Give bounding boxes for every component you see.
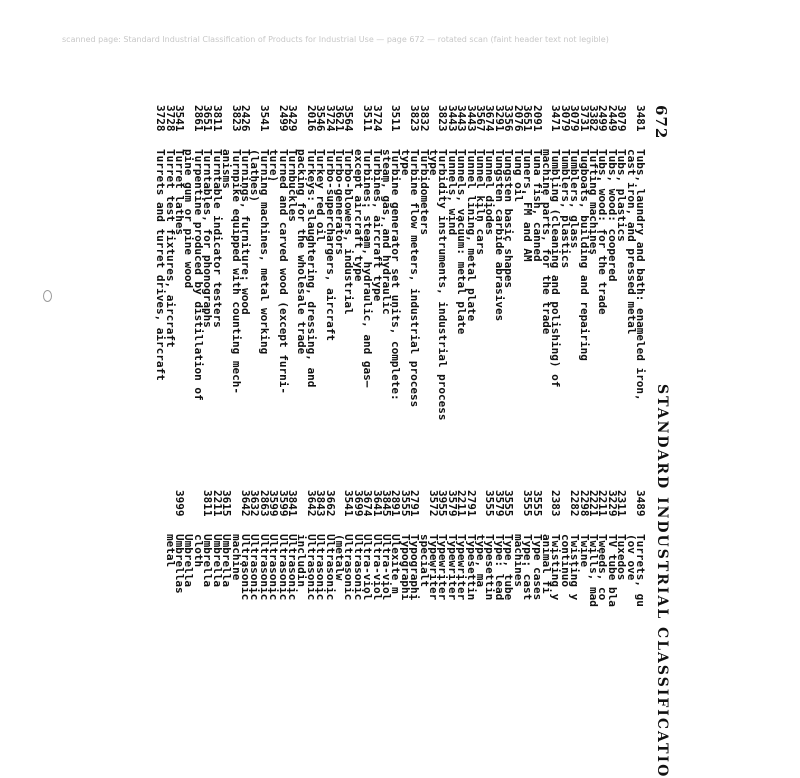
product-description: Tubs, plastics — [615, 149, 629, 242]
sic-code: 2211 — [455, 490, 469, 517]
product-description: Umbrella — [182, 534, 196, 587]
product-description: Ultrasonic — [351, 534, 365, 601]
sic-code: 3621 — [333, 105, 346, 132]
sic-code — [165, 490, 174, 534]
product-description: Tumbling (cleaning and polishing) of — [549, 149, 563, 388]
page-heading: STANDARD INDUSTRIAL CLASSIFICATIO — [654, 384, 670, 778]
index-entry — [154, 105, 168, 575]
product-description: Tunnels, wind — [445, 149, 459, 236]
product-description: Turret lathes — [173, 149, 187, 236]
product-description: Tuxedos — [615, 534, 629, 581]
sic-code: 3811 — [210, 105, 224, 132]
product-description: (metalw — [333, 534, 346, 581]
sic-code: 3731 — [577, 105, 591, 132]
sic-code: 3841 — [285, 490, 299, 517]
sic-code: 3651 — [201, 105, 215, 132]
sic-code: 3489 — [634, 490, 647, 517]
product-description: Turrets, gu — [634, 534, 647, 607]
sic-code: 2298 — [577, 490, 591, 517]
sic-code: 3642 — [238, 490, 252, 517]
product-description: Turbo-generators — [333, 149, 346, 255]
product-description: Tumblers, plastics — [558, 149, 572, 269]
sic-code: 2863 — [257, 490, 271, 517]
product-description: Ultrasonic — [257, 534, 271, 601]
sic-code: 3579 — [445, 490, 459, 517]
product-description: Tweeds, co — [596, 534, 610, 601]
sic-code: 2499 — [276, 105, 290, 132]
product-description: Tung oil — [511, 149, 525, 202]
product-description: Turbine flow meters, industrial process — [408, 149, 422, 408]
product-description: continuo — [558, 534, 572, 587]
product-description: Turbines, aircraft type — [370, 149, 384, 302]
sic-code: 2891 — [389, 490, 403, 517]
sic-code: 3511 — [389, 105, 403, 132]
sic-code: 3728 — [154, 105, 168, 132]
sic-code: 3079 — [615, 105, 629, 132]
sic-code: 2211 — [596, 490, 610, 517]
product-description: Tungsten carbide abrasives — [492, 149, 506, 322]
product-description: Turret test fixtures, aircraft — [163, 149, 177, 348]
product-description: Type cases — [530, 534, 544, 601]
product-description: pine gum or pine wood — [182, 149, 196, 289]
sic-code: 3599 — [276, 490, 290, 517]
sic-code: 3443 — [455, 105, 469, 132]
product-description: Turnings, furniture: wood — [238, 149, 252, 315]
product-description: Twine — [577, 534, 591, 568]
sic-code: 3443 — [464, 105, 478, 132]
product-description: metal — [163, 534, 177, 568]
sic-code: 2221 — [586, 490, 600, 517]
sic-code: 2311 — [615, 490, 629, 517]
sic-code: 3481 — [634, 105, 647, 132]
sic-code: 3229 — [605, 490, 619, 517]
product-description: Twisting y — [568, 534, 582, 601]
product-description: Type, tube — [502, 534, 516, 601]
product-description: Typographi — [398, 534, 412, 601]
sic-code: 2076 — [511, 105, 525, 132]
sic-code: 3674 — [361, 490, 375, 517]
product-description: Tungsten basic shapes — [502, 149, 516, 289]
product-description: Ultrasonic — [267, 534, 281, 601]
sic-code: 3674 — [483, 105, 497, 132]
scan-source-text: scanned page: Standard Industrial Classification of Products for Industrial Use — page 672 — rotated scan (faint header text not legible) — [62, 35, 609, 44]
product-description: Typewriter — [436, 534, 450, 601]
sic-code: 2449 — [605, 105, 619, 132]
sic-code: 3728 — [163, 105, 177, 132]
product-description: specialt — [417, 534, 431, 587]
product-description: (ov ove — [624, 534, 638, 581]
product-description: Umbrella — [210, 534, 224, 587]
product-description: Tubs, wood: coopered — [605, 149, 619, 282]
product-description: Typographi — [408, 534, 422, 601]
sic-code: 3555 — [521, 490, 535, 517]
product-description: Typewriter — [427, 534, 441, 601]
sic-code: 2282 — [568, 490, 582, 517]
product-description: Ultra-viol — [380, 534, 394, 601]
sic-code: 2499 — [596, 105, 610, 132]
product-description: Turbines: steam, hydraulic, and gas— — [361, 149, 375, 388]
product-description: Turnbuckles — [285, 149, 299, 222]
product-description: Tubs, laundry and bath: enameled iron, — [634, 149, 647, 401]
index-entry — [163, 490, 177, 620]
product-description: animal fi — [539, 534, 553, 594]
sic-code: 3823 — [229, 105, 243, 132]
product-description: cast iron, and pressed metal — [624, 149, 638, 335]
sic-code: 2861 — [191, 105, 205, 132]
product-description: Ultrasonic — [248, 534, 262, 601]
product-description: Tumblers, glass — [568, 149, 582, 249]
product-description: machines — [511, 534, 525, 587]
sic-code: 3567 — [474, 105, 488, 132]
page-number: 672 — [652, 105, 670, 140]
sic-code: 3651 — [521, 105, 535, 132]
sic-code: 2426 — [238, 105, 252, 132]
sic-code: 3555 — [530, 490, 544, 517]
product-description: Turbidometers — [417, 149, 431, 236]
product-description: Tufting machines — [586, 149, 600, 255]
sic-code: 3955 — [436, 490, 450, 517]
index-column-right — [165, 490, 645, 620]
sic-code: 3471 — [549, 105, 563, 132]
product-description: Turning machines, metal working — [257, 149, 271, 355]
sic-code: 3443 — [445, 105, 459, 132]
product-description: Twisting y — [549, 534, 563, 601]
product-description: Turbo-superchargers, aircraft — [323, 149, 337, 342]
sic-code: 3429 — [285, 105, 299, 132]
sic-code — [194, 490, 203, 534]
product-description: includin — [295, 534, 309, 587]
sic-code: 3079 — [558, 105, 572, 132]
product-description: Tunnel lining, metal plate — [464, 149, 478, 322]
sic-code: 2211 — [210, 490, 224, 517]
product-description: Turkey red oil — [314, 149, 328, 242]
product-description: Tuners, FM and AM — [521, 149, 535, 262]
sic-code: 3811 — [201, 490, 215, 517]
sic-code: 3699 — [351, 490, 365, 517]
product-description: (lathes) — [248, 149, 262, 202]
sic-code: 3642 — [304, 490, 318, 517]
product-description: Typesettin — [483, 534, 497, 601]
sic-code: 3564 — [342, 105, 356, 132]
product-description: Tunnels, vacuum: metal plate — [455, 149, 469, 335]
sic-code: 3599 — [267, 490, 281, 517]
product-description: Turbidity instruments, industrial process — [436, 149, 450, 421]
sic-code: 3555 — [502, 490, 516, 517]
product-description: Twills, mad — [586, 534, 600, 607]
product-description: Turntable indicator testers — [210, 149, 224, 328]
product-description: except aircraft type — [351, 149, 365, 282]
product-description: Typewriter — [445, 534, 459, 601]
product-description: Ultrasonic — [285, 534, 299, 601]
product-description: Ulexite m — [389, 534, 403, 594]
sic-code: 2091 — [530, 105, 544, 132]
product-description: Turbine generator set units, complete: — [389, 149, 403, 401]
product-description: Tuna fish, canned — [530, 149, 544, 262]
product-description: Turned and carved wood (except furni- — [276, 149, 290, 395]
sic-code: 3632 — [248, 490, 262, 517]
product-description: anisms — [220, 149, 234, 189]
sic-code: 3832 — [417, 105, 431, 132]
product-description: TV tube bla — [605, 534, 619, 607]
sic-code: 3662 — [323, 490, 337, 517]
product-description: machine — [229, 534, 243, 581]
product-description: Turnpike equipped with counting mech- — [229, 149, 243, 395]
sic-code: 3641 — [370, 490, 384, 517]
sic-code: 2791 — [464, 490, 478, 517]
sic-code: 3541 — [173, 105, 187, 132]
product-description: Umbrella — [201, 534, 215, 587]
sic-code: 3823 — [436, 105, 450, 132]
product-description: Typesettin — [464, 534, 478, 601]
sic-code: 3724 — [370, 105, 384, 132]
product-description: Turpentine produced by distillation of — [191, 149, 205, 401]
product-description: Ultrasonic — [276, 534, 290, 601]
sic-code: 3724 — [323, 105, 337, 132]
product-description: Typewriter — [455, 534, 469, 601]
sic-code: 3356 — [502, 105, 516, 132]
sic-code: 3541 — [342, 490, 356, 517]
product-description: Umbrella — [220, 534, 234, 587]
product-description: Turntables, for phonographs — [201, 149, 215, 328]
product-description: type — [427, 149, 441, 176]
product-description: Turrets and turret drives, aircraft — [154, 149, 168, 381]
sic-code: 3382 — [586, 105, 600, 132]
sic-code: 3511 — [361, 105, 375, 132]
product-description: packing for the wholesale trade — [295, 149, 309, 355]
product-description: cloth — [191, 534, 205, 568]
product-description: Turkeys: slaughtering, dressing, and — [304, 149, 318, 388]
sic-code: 3541 — [257, 105, 271, 132]
product-description: Type: lead — [492, 534, 506, 601]
product-description: type — [398, 149, 412, 176]
sic-code: 3572 — [427, 490, 441, 517]
product-description: Ultrasonic — [238, 534, 252, 601]
sic-code: 3546 — [314, 105, 328, 132]
sic-code: 3555 — [398, 490, 412, 517]
product-description: Tugboats, building and repairing — [577, 149, 591, 361]
sic-code: 3615 — [220, 490, 234, 517]
product-description: steam, gas, and hydraulic — [380, 149, 394, 315]
product-description: Ultra-viol — [370, 534, 384, 601]
product-description: ture) — [267, 149, 281, 183]
product-description: Ultrasonic — [314, 534, 328, 601]
product-description: Ultra-viol — [361, 534, 375, 601]
sic-code: 3999 — [173, 490, 187, 517]
product-description: Ultrasonic — [304, 534, 318, 601]
product-description: Tunnel kiln cars — [474, 149, 488, 255]
sic-code: 3845 — [380, 490, 394, 517]
sic-code: 2383 — [549, 490, 563, 517]
sic-code: 3555 — [483, 490, 497, 517]
sic-code: 3579 — [492, 490, 506, 517]
product-description: Tubs, wood: for the trade — [596, 149, 610, 315]
product-description: Turbo-blowers, industrial — [342, 149, 356, 315]
sic-code: 3291 — [492, 105, 506, 132]
sic-code: 3843 — [314, 490, 328, 517]
product-description: type, ma — [474, 534, 488, 587]
sic-code: 3823 — [408, 105, 422, 132]
product-description: machine parts, for the trade — [539, 149, 553, 335]
product-description: Tunnel diodes — [483, 149, 497, 236]
product-description: Type: cast — [521, 534, 535, 601]
sic-code: 2791 — [408, 490, 422, 517]
sic-code: 3079 — [568, 105, 582, 132]
product-description: Ultrasonic — [342, 534, 356, 601]
product-description: Umbrellas — [173, 534, 187, 594]
sic-code: 2016 — [304, 105, 318, 132]
product-description: Ultrasonic — [323, 534, 337, 601]
